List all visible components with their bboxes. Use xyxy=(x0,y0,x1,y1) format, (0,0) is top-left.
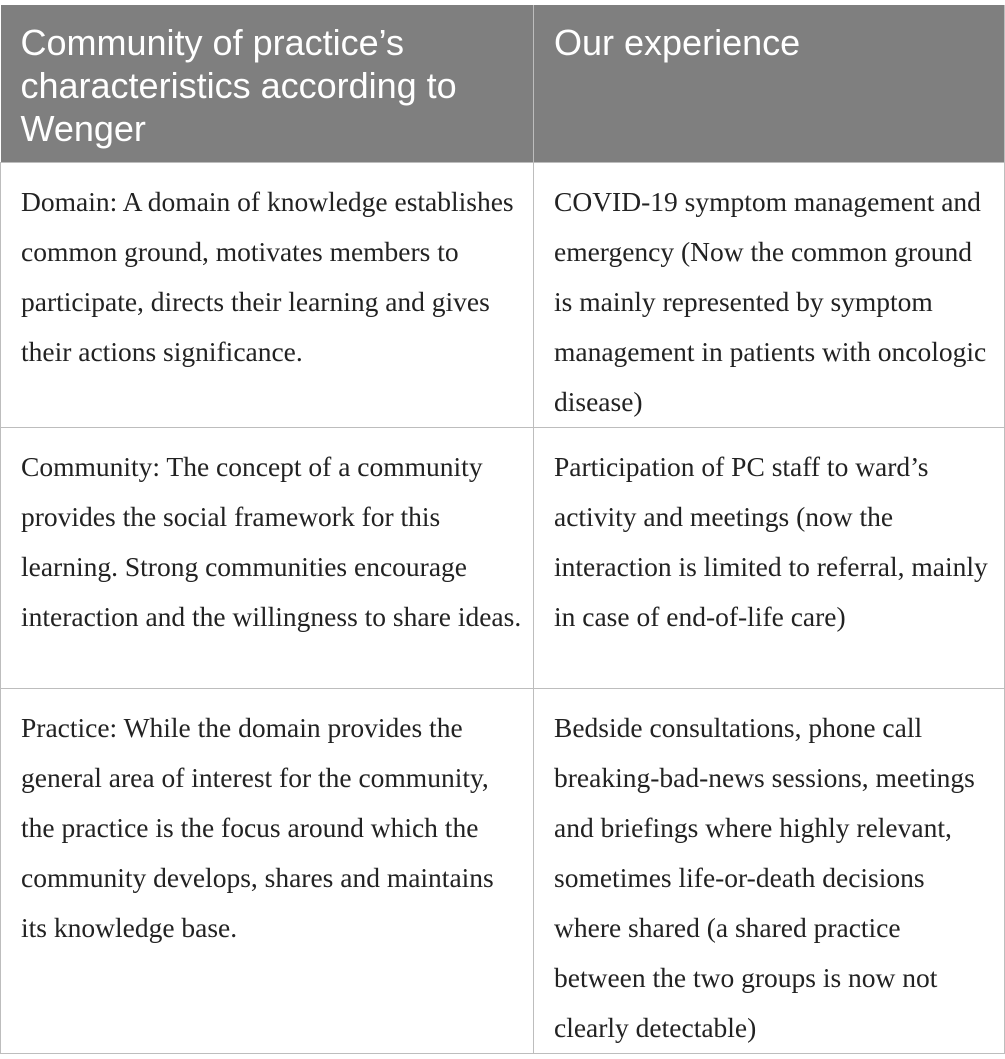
cell-domain-experience: COVID-19 symptom management and emergency (Now the common ground is mainly represented by symptom management in patients with oncologic disease) xyxy=(534,163,1005,428)
cell-community-characteristic: Community: The concept of a community provides the social framework for this learning. Strong communities encourage interaction and the willingness to share ideas. xyxy=(1,428,534,689)
table-row-practice xyxy=(1,689,1005,1054)
cell-domain-characteristic: Domain: A domain of knowledge establishes common ground, motivates members to participate, directs their learning and gives their actions significance. xyxy=(1,163,534,428)
table-header xyxy=(1,5,1005,163)
wenger-comparison-table xyxy=(0,5,1005,1054)
header-characteristics: Community of practice’s characteristics according to Wenger xyxy=(1,5,534,163)
table-body xyxy=(1,163,1005,1054)
cell-community-experience: Participation of PC staff to ward’s activity and meetings (now the interaction is limited to referral, mainly in case of end-of-life care) xyxy=(534,428,1005,689)
table-row-domain xyxy=(1,163,1005,428)
header-row xyxy=(1,5,1005,163)
table-row-community xyxy=(1,428,1005,689)
header-experience: Our experience xyxy=(534,5,1005,163)
cell-practice-characteristic: Practice: While the domain provides the general area of interest for the community, the practice is the focus around which the community develops, shares and maintains its knowledge base. xyxy=(1,689,534,1054)
cell-practice-experience: Bedside consultations, phone call breaking-bad-news sessions, meetings and briefings where highly relevant, sometimes life-or-death decisions where shared (a shared practice between the two groups is now not clearly detectable) xyxy=(534,689,1005,1054)
